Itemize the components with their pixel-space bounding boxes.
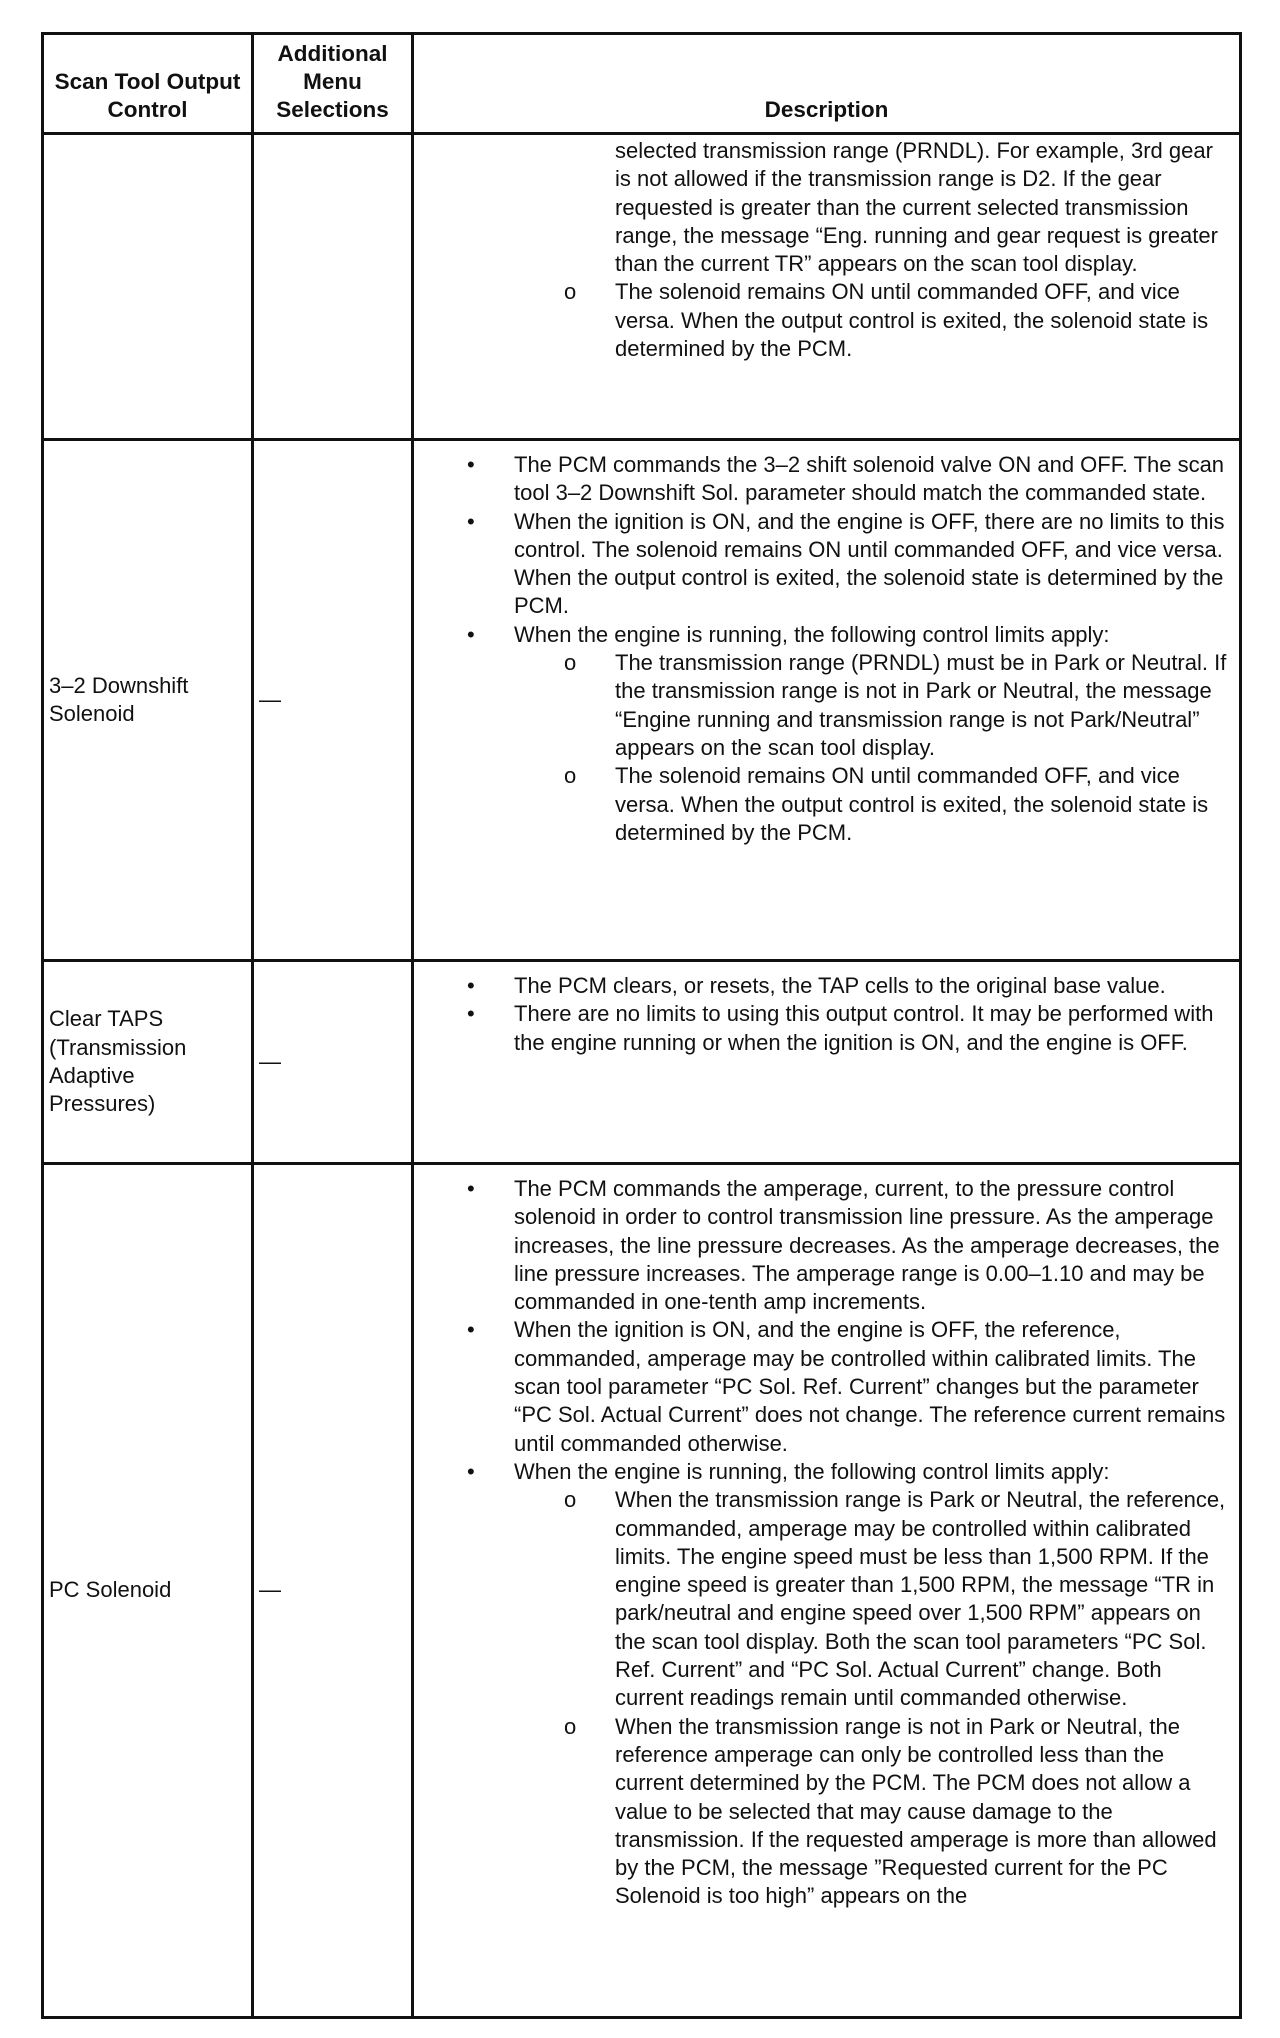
sub-bullet-item: o The transmission range (PRNDL) must be in Park or Neutral. If the transmission range is not in Park or Neutral, the message “Engine running and transmission range is not Park/Neutral” appears on the scan tool display. [414,649,1231,762]
output-control-table [41,32,1242,2019]
bullet-item: • The PCM commands the amperage, current, to the pressure control solenoid in order to control transmission line pressure. As the amperage increases, the line pressure decreases. As the amperage decreases, the line pressure increases. The amperage range is 0.00–1.10 and may be commanded in one-tenth amp increments. [414,1175,1231,1316]
bullet-item: • When the ignition is ON, and the engine is OFF, the reference, commanded, amperage may be controlled within calibrated limits. The scan tool parameter “PC Sol. Ref. Current” changes but the parameter “PC Sol. Actual Current” does not change. The reference current remains until commanded otherwise. [414,1316,1231,1457]
menu-cell: — [253,961,413,1164]
control-cell: Clear TAPS (Transmission Adaptive Pressures) [43,961,253,1164]
control-cell: PC Solenoid [43,1164,253,2018]
table-row [43,961,1241,1164]
menu-cell: — [253,440,413,961]
sub-bullet-item: o The solenoid remains ON until commanded OFF, and vice versa. When the output control is exited, the solenoid state is determined by the PCM. [414,762,1231,847]
header-scan-tool-output-control: Scan Tool Output Control [43,34,253,134]
continued-text: selected transmission range (PRNDL). For example, 3rd gear is not allowed if the transmission range is D2. If the gear requested is greater than the current selected transmission range, the message “Eng. running and gear request is greater than the current TR” appears on the scan tool display. [615,138,1218,277]
description-cell [413,1164,1241,2018]
header-description: Description [413,34,1241,134]
description-cell [413,440,1241,961]
bullet-item: • There are no limits to using this output control. It may be performed with the engine running or when the ignition is ON, and the engine is OFF. [414,1000,1231,1057]
bullet-text: • When the engine is running, the following control limits apply: [514,621,1110,647]
bullet-item: • The PCM commands the 3–2 shift solenoid valve ON and OFF. The scan tool 3–2 Downshift Sol. parameter should match the commanded state. [414,451,1231,508]
bullet-item: • The PCM clears, or resets, the TAP cells to the original base value. [414,972,1231,1000]
menu-cell [253,134,413,440]
header-additional-menu-selections: Additional Menu Selections [253,34,413,134]
table-row [43,440,1241,961]
table-header-row [43,34,1241,134]
table-row [43,1164,1241,2018]
sub-bullet-item: o When the transmission range is not in Park or Neutral, the reference amperage can only be controlled less than the current determined by the PCM. The PCM does not allow a value to be selected that may cause damage to the transmission. If the requested amperage is more than allowed by the PCM, the message ”Requested current for the PC Solenoid is too high” appears on the [414,1713,1231,1911]
menu-cell: — [253,1164,413,2018]
description-cell [413,961,1241,1164]
control-cell [43,134,253,440]
bullet-item: • When the ignition is ON, and the engine is OFF, there are no limits to this control. The solenoid remains ON until commanded OFF, and vice versa. When the output control is exited, the solenoid state is determined by the PCM. [414,508,1231,621]
control-cell: 3–2 Downshift Solenoid [43,440,253,961]
bullet-item [414,621,1231,649]
sub-bullet-item: o The solenoid remains ON until commanded OFF, and vice versa. When the output control is exited, the solenoid state is determined by the PCM. [414,278,1231,363]
table-row [43,134,1241,440]
sub-bullet-item: o When the transmission range is Park or Neutral, the reference, commanded, amperage may be controlled within calibrated limits. The engine speed must be less than 1,500 RPM. If the engine speed is greater than 1,500 RPM, the message “TR in park/neutral and engine speed over 1,500 RPM” appears on the scan tool display. Both the scan tool parameters “PC Sol. Ref. Current” and “PC Sol. Actual Current” change. Both current readings remain until commanded otherwise. [414,1486,1231,1712]
description-cell [413,134,1241,440]
bullet-item: • When the engine is running, the following control limits apply: [414,1458,1231,1486]
